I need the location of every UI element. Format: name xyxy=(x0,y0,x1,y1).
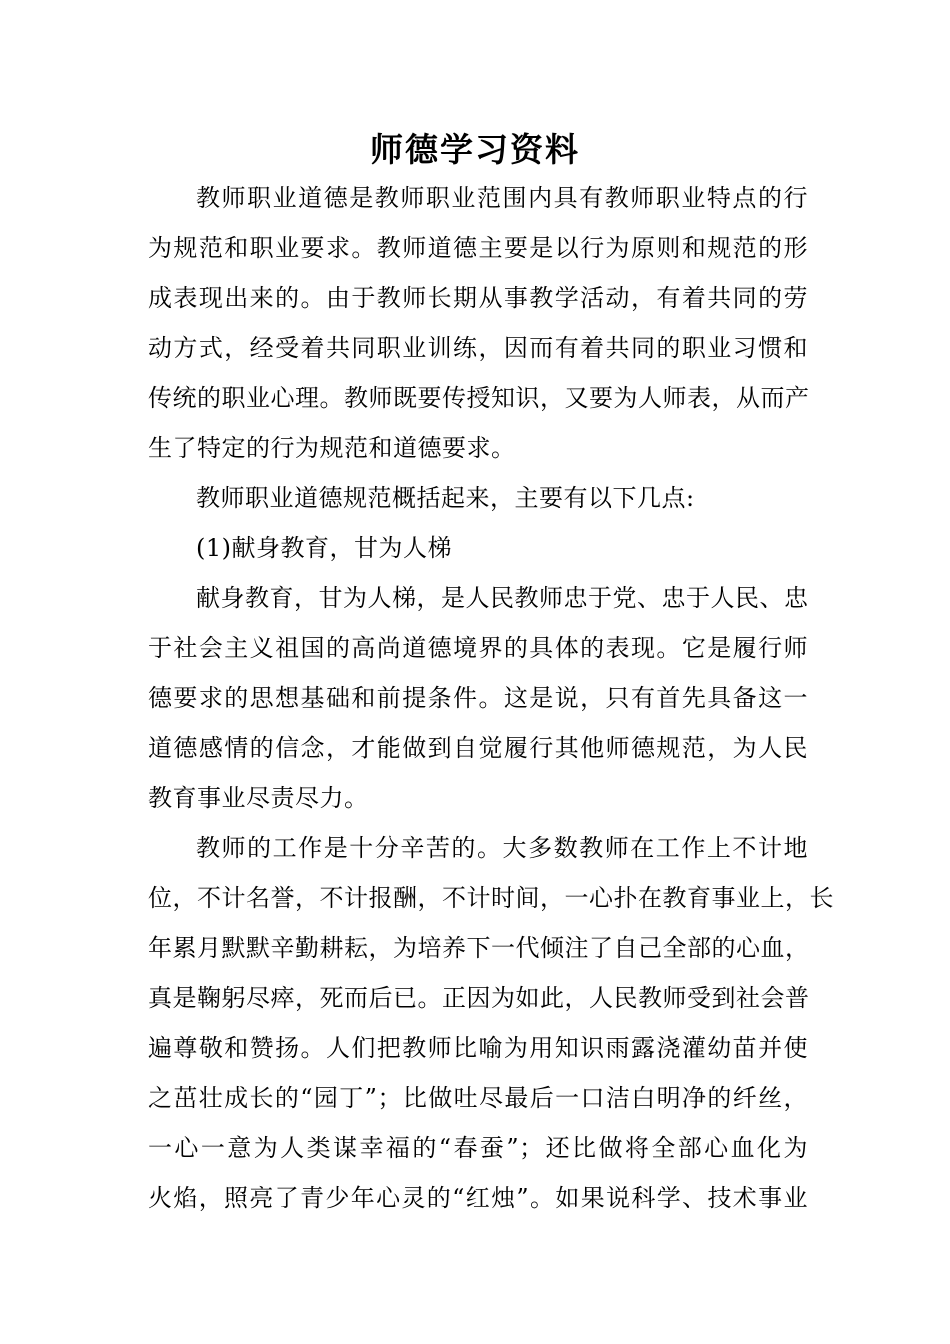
paragraph-3-line-5: 教育事业尽责尽力。 xyxy=(148,784,369,812)
paragraph-4-line-2: 位，不计名誉，不计报酬，不计时间，一心扑在教育事业上，长 xyxy=(148,884,834,912)
paragraph-1-line-4: 动方式，经受着共同职业训练，因而有着共同的职业习惯和 xyxy=(148,334,808,362)
paragraph-3-line-4: 道德感情的信念，才能做到自觉履行其他师德规范，为人民 xyxy=(148,734,808,762)
paragraph-1-line-1: 教师职业道德是教师职业范围内具有教师职业特点的行 xyxy=(196,184,808,212)
paragraph-4-line-7: 一心一意为人类谋幸福的“春蚕”；还比做将全部心血化为 xyxy=(148,1134,808,1162)
paragraph-4-line-1: 教师的工作是十分辛苦的。大多数教师在工作上不计地 xyxy=(196,834,808,862)
paragraph-4-line-8: 火焰，照亮了青少年心灵的“红烛”。如果说科学、技术事业 xyxy=(148,1184,808,1212)
paragraph-1-line-2: 为规范和职业要求。教师道德主要是以行为原则和规范的形 xyxy=(148,234,808,262)
paragraph-4-line-5: 遍尊敬和赞扬。人们把教师比喻为用知识雨露浇灌幼苗并使 xyxy=(148,1034,808,1062)
paragraph-3-line-3: 德要求的思想基础和前提条件。这是说，只有首先具备这一 xyxy=(148,684,808,712)
paragraph-1-line-6: 生了特定的行为规范和道德要求。 xyxy=(148,434,516,462)
paragraph-1-line-3: 成表现出来的。由于教师长期从事教学活动，有着共同的劳 xyxy=(148,284,808,312)
paragraph-2-line-1: 教师职业道德规范概括起来，主要有以下几点: xyxy=(196,484,695,512)
paragraph-1-line-5: 传统的职业心理。教师既要传授知识，又要为人师表，从而产 xyxy=(148,384,810,412)
document-title: 师德学习资料 xyxy=(370,130,580,169)
paragraph-4-line-3: 年累月默默辛勤耕耘，为培养下一代倾注了自己全部的心血， xyxy=(148,934,810,962)
paragraph-3-line-2: 于社会主义祖国的高尚道德境界的具体的表现。它是履行师 xyxy=(148,634,808,662)
paragraph-4-line-6: 之茁壮成长的“园丁”；比做吐尽最后一口洁白明净的纤丝， xyxy=(148,1084,808,1112)
paragraph-3-line-1: 献身教育，甘为人梯，是人民教师忠于党、忠于人民、忠 xyxy=(196,584,809,612)
paragraph-4-line-4: 真是鞠躬尽瘁，死而后已。正因为如此，人民教师受到社会普 xyxy=(148,984,810,1012)
section-heading-1: (1)献身教育，甘为人梯 xyxy=(196,534,452,562)
